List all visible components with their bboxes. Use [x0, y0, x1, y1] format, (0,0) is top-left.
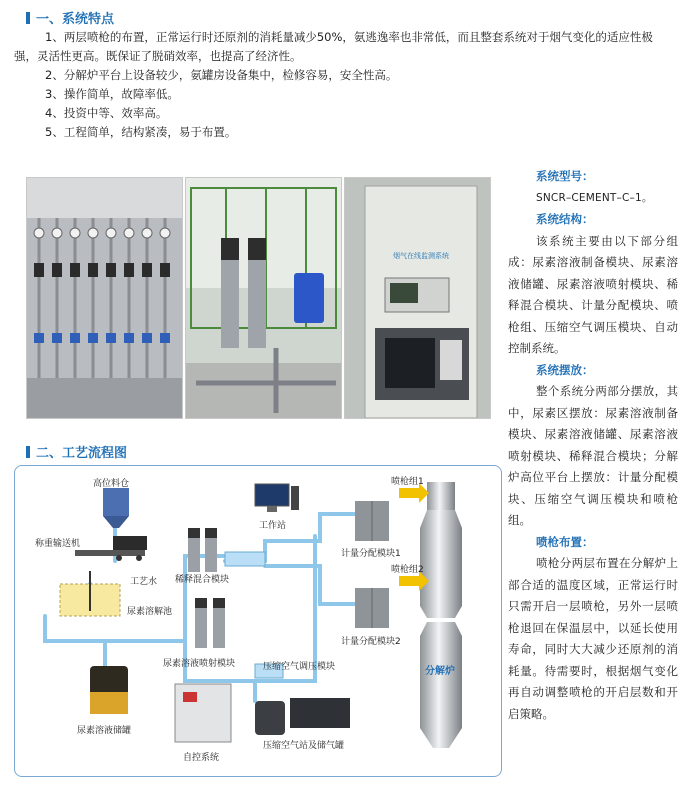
label-control-system: 自控系统: [183, 753, 220, 763]
label-process-water: 工艺水: [130, 577, 158, 587]
label-storage-tank: 尿素溶液储罐: [77, 726, 132, 736]
label-meter-module-2: 计量分配模块2: [341, 637, 401, 647]
photo-valve-rack: [26, 177, 183, 419]
label-air-module: 压缩空气调压模块: [263, 662, 336, 672]
label-dilution-module: 稀释混合模块: [175, 575, 230, 585]
label-injection-module: 尿素溶液喷射模块: [163, 659, 236, 669]
feature-item-1: 1、两层喷枪的布置，正常运行时还原剂的消耗量减少50%，氨逃逸率也非常低，而且整套系统对于烟气变化的适应性极强，灵活性更高。既保证了脱硝效率，也提高了经济性。: [14, 30, 653, 63]
silo-icon: [103, 488, 129, 528]
label-meter-module-1: 计量分配模块1: [341, 549, 401, 559]
label-nozzle-group-1: 喷枪组1: [391, 477, 424, 487]
storage-tank-icon: [90, 666, 128, 714]
meter-module-1-icon: [355, 501, 389, 541]
feature-item-4: 4、投资中等、效率高。: [45, 106, 168, 120]
model-value: SNCR–CEMENT–C–1。: [536, 191, 653, 204]
feature-list: [14, 28, 674, 142]
label-nozzle-group-2: 喷枪组2: [391, 565, 424, 575]
conveyor-icon: [75, 536, 147, 561]
dissolving-tank-icon: [60, 571, 120, 616]
model-label: 系统型号：: [536, 169, 594, 183]
meter-module-2-icon: [355, 588, 389, 628]
photo-monitoring-cabinet: [344, 177, 491, 419]
panel-label: 烟气在线监测系统: [393, 252, 449, 260]
label-calciner: 分解炉: [425, 666, 455, 677]
control-cabinet-icon: [175, 684, 231, 742]
nozzle-label: 喷枪布置：: [536, 534, 594, 549]
air-station-icon: [255, 698, 350, 735]
section-title-features: 一、系统特点: [26, 8, 114, 27]
label-air-station: 压缩空气站及储气罐: [263, 741, 345, 751]
section-title-flow: 二、工艺流程图: [26, 442, 127, 461]
mixer-icon: [225, 552, 265, 566]
title-bar-icon: [26, 446, 30, 458]
layout-text: 整个系统分两部分摆放，其中，尿素区摆放：尿素溶液制备模块、尿素溶液储罐、尿素溶液喷射模块、稀释混合模块；分解炉高位平台上摆放：计量分配模块、压缩空气调压模块和喷枪组。: [508, 384, 678, 527]
label-conveyor: 称重输送机: [35, 539, 81, 549]
layout-label: 系统摆放：: [536, 362, 594, 377]
label-workstation: 工作站: [259, 521, 287, 531]
structure-label: 系统结构：: [536, 212, 594, 226]
photo-pump-module: [185, 177, 342, 419]
label-silo: 高位料仓: [93, 479, 130, 489]
feature-item-3: 3、操作简单，故障率低。: [45, 87, 179, 101]
injection-pumps-icon: [195, 598, 225, 648]
structure-text: 该系统主要由以下部分组成：尿素溶液制备模块、尿素溶液储罐、尿素溶液喷射模块、稀释混合模块、计量分配模块、喷枪组、压缩空气调压模块、自动控制系统。: [508, 233, 678, 355]
dilution-pumps-icon: [188, 528, 217, 572]
system-description: [508, 166, 678, 725]
title-bar-icon: [26, 12, 30, 24]
workstation-icon: [255, 484, 299, 512]
feature-item-2: 2、分解炉平台上设备较少，氨罐房设备集中，检修容易，安全性高。: [45, 68, 398, 82]
calciner-icon: [420, 482, 462, 748]
feature-item-5: 5、工程简单，结构紧凑，易于布置。: [45, 125, 237, 139]
label-dissolving-tank: 尿素溶解池: [127, 607, 173, 617]
process-flow-diagram: [14, 465, 502, 777]
nozzle-text: 喷枪分两层布置在分解炉上部合适的温度区域，正常运行时只需开启一层喷枪，另外一层喷枪退回在保温层中，以延长使用寿命，同时大大减少还原剂的消耗量。待需要时，根据烟气变化再自动调整喷枪的开启层数和开启策略。: [508, 556, 678, 721]
